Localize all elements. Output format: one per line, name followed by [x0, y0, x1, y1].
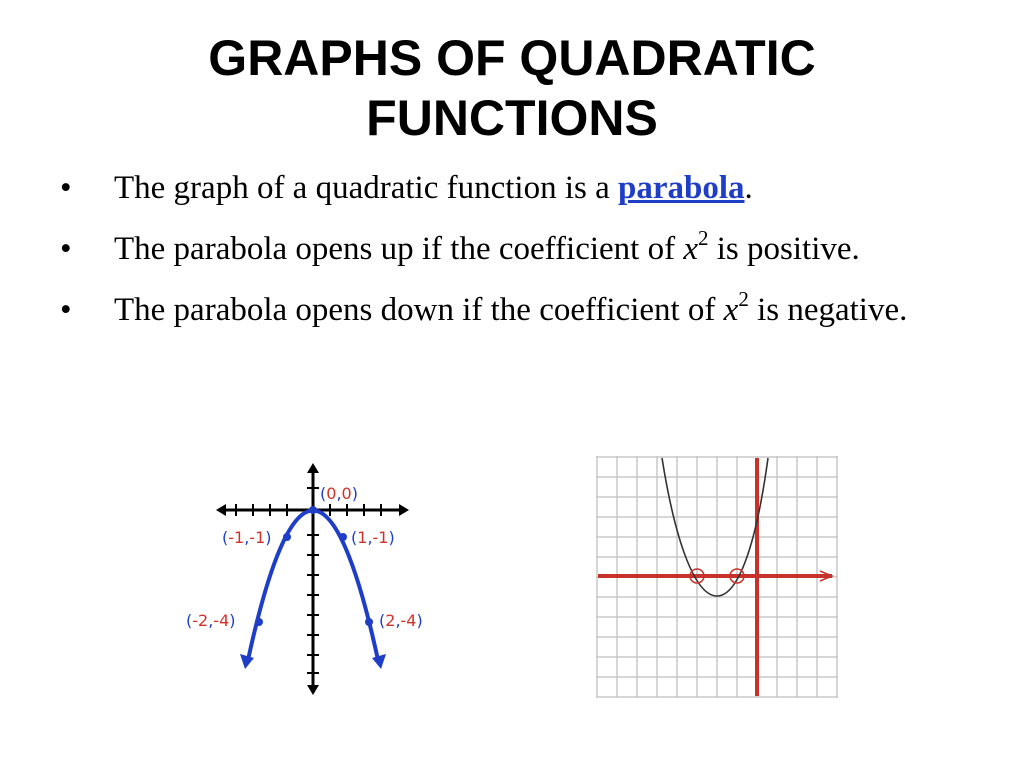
curve-arrow-left — [240, 654, 254, 669]
parabola-link[interactable]: parabola — [617, 170, 745, 206]
title-line-2: FUNCTIONS — [366, 90, 658, 146]
exponent: 2 — [698, 226, 709, 250]
bullet-marker: • — [60, 231, 72, 267]
variable-x: x — [723, 292, 739, 328]
label-vertex: (0,0) — [320, 484, 358, 503]
point-neg2 — [255, 618, 263, 626]
title-line-1: GRAPHS OF QUADRATIC — [208, 30, 816, 86]
curve-arrow-right — [372, 654, 386, 669]
label-pos1: (1,-1) — [351, 528, 395, 547]
bullet-text: The parabola opens down if the coefficient of — [114, 292, 724, 328]
y-axis — [307, 463, 319, 695]
bullet-text: The parabola opens up if the coefficient of — [114, 231, 684, 267]
label-neg2: (-2,-4) — [186, 611, 236, 630]
slide-title — [0, 28, 1024, 148]
bullet-text-end: . — [744, 170, 753, 206]
bullet-marker: • — [60, 292, 72, 328]
bullet-text-end: is positive. — [708, 231, 860, 267]
point-neg1 — [283, 533, 291, 541]
bullet-text-end: is negative. — [748, 292, 908, 328]
point-pos2 — [365, 618, 373, 626]
bullet-marker: • — [60, 170, 72, 206]
variable-x: x — [683, 231, 698, 267]
exponent: 2 — [738, 287, 749, 311]
bullet-list — [60, 168, 960, 351]
label-neg1: (-1,-1) — [222, 528, 272, 547]
point-pos1 — [339, 533, 347, 541]
label-pos2: (2,-4) — [379, 611, 423, 630]
bullet-item-3 — [60, 287, 960, 330]
bullet-text: The graph of a quadratic function is a — [114, 170, 618, 206]
point-vertex — [309, 506, 317, 514]
downward-parabola-graph — [180, 455, 450, 700]
bullet-item-1 — [60, 168, 960, 208]
bullet-item-2 — [60, 226, 960, 269]
upward-parabola-graph — [596, 456, 838, 698]
